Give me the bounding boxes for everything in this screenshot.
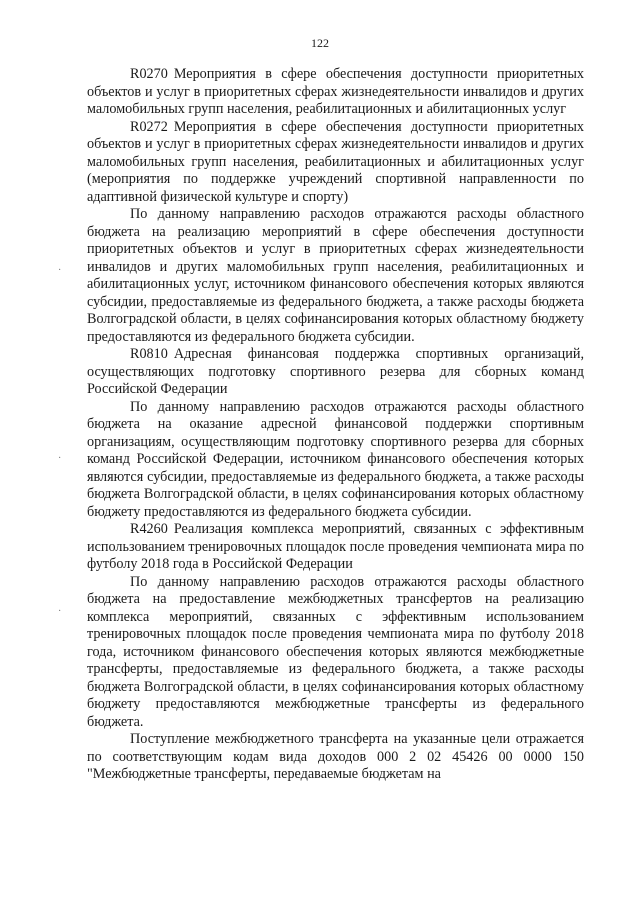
paragraph-description: [87, 574, 584, 732]
paragraph-text: Реализация комплекса мероприятий, связанных с эффективным использованием тренировочных площадок после проведения чемпионата мира по футболу 2018 года в Российской Федерации: [87, 521, 584, 572]
paragraph-r0272: [87, 119, 584, 207]
paragraph-text: Мероприятия в сфере обеспечения доступности приоритетных объектов и услуг в приоритетных сферах жизнедеятельности инвалидов и других маломобильных групп населения, реабилитационных и абилитационных услуг: [87, 66, 584, 117]
paragraph-r0270: [87, 66, 584, 119]
paragraph-text: Адресная финансовая поддержка спортивных организаций, осуществляющих подготовку спортивного резерва для сборных команд Российской Федерации: [87, 346, 584, 397]
paragraph-description: [87, 399, 584, 522]
page-number: 122: [311, 36, 329, 50]
paragraph-text: По данному направлению расходов отражаются расходы областного бюджета на предоставление межбюджетных трансфертов на реализацию комплекса мероприятий, связанных с эффективным использованием тренировочных площадок после проведения чемпионата мира по футболу 2018 года, источником финансового обеспечения которых являются межбюджетные трансферты, предоставляемые из федерального бюджета, а также расходы бюджета Волгоградской области, в целях софинансирования которых областному бюджету предоставляются межбюджетные трансферты из федерального бюджета.: [87, 573, 584, 730]
margin-mark: ·: [58, 606, 62, 617]
paragraph-text: По данному направлению расходов отражаются расходы областного бюджета на реализацию мероприятий в сфере обеспечения доступности приоритетных объектов и услуг в приоритетных сферах жизнедеятельности инвалидов и других маломобильных групп населения, реабилитационных и абилитационных услуг, источником финансового обеспечения которых являются субсидии, предоставляемые из федерального бюджета, а также расходы бюджета Волгоградской области, в целях софинансирования которых областному бюджету предоставляются из федерального бюджета субсидии.: [87, 206, 584, 345]
paragraph-text: Мероприятия в сфере обеспечения доступности приоритетных объектов и услуг в приоритетных сферах жизнедеятельности инвалидов и других маломобильных групп населения, реабилитационных и абилитационных услуг (мероприятия по поддержке учреждений спортивной направленности по адаптивной физической культуре и спорту): [87, 118, 584, 205]
paragraph-description: [87, 206, 584, 346]
paragraph-r4260: [87, 521, 584, 574]
paragraph-transfer: [87, 731, 584, 784]
paragraph-text: Поступление межбюджетного трансферта на указанные цели отражается по соответствующим кодам вида доходов 000 2 02 45426 00 0000 150 "Межбюджетные трансферты, передаваемые бюджетам на: [87, 731, 584, 782]
margin-mark: ·: [58, 265, 62, 276]
paragraph-text: По данному направлению расходов отражаются расходы областного бюджета на оказание адресной финансовой поддержки спортивным организациям, осуществляющим подготовку спортивного резерва для сборных команд Российской Федерации, источником финансового обеспечения которых являются субсидии, предоставляемые из федерального бюджета, а также расходы бюджета Волгоградской области, в целях софинансирования которых областному бюджету предоставляются из федерального бюджета субсидии.: [87, 398, 584, 520]
expense-code: R4260: [130, 521, 168, 537]
document-body: [87, 66, 584, 784]
paragraph-r0810: [87, 346, 584, 399]
margin-mark: ·: [58, 453, 62, 464]
expense-code: R0272: [130, 118, 168, 135]
expense-code: R0810: [130, 346, 168, 362]
expense-code: R0270: [130, 66, 168, 82]
